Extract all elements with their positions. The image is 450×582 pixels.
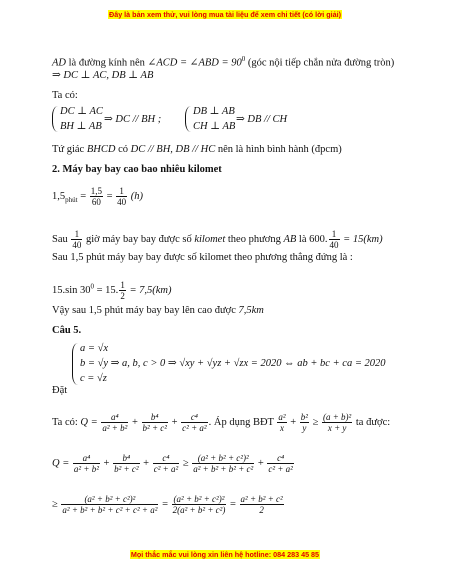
math-line-14	[52, 453, 295, 474]
dat-label: Đặt	[52, 385, 68, 396]
op: ≥	[309, 416, 321, 428]
math: 15.sin 30	[52, 284, 91, 296]
math: Q =	[80, 416, 101, 428]
op: ≥	[52, 498, 61, 510]
op: =	[104, 190, 116, 202]
text: phút máy bay bay được số kilomet theo phương thẳng đứng là :	[83, 252, 353, 263]
question-heading-5: Câu 5.	[52, 325, 82, 336]
denominator: 60	[91, 197, 101, 207]
denominator: 2	[259, 505, 264, 515]
denominator: 40	[72, 240, 82, 250]
text: là đường kính nên	[66, 57, 148, 69]
numerator: a² + b² + c²	[240, 494, 283, 504]
fraction	[329, 229, 340, 250]
math: 600.	[309, 233, 328, 245]
brace-1	[52, 106, 58, 132]
op: +	[255, 457, 267, 469]
unit: (h)	[128, 190, 144, 202]
numerator: 1	[71, 229, 82, 240]
numerator: (a² + b² + c²)²	[61, 494, 158, 505]
fraction	[73, 453, 100, 474]
denominator: a² + b²	[102, 423, 128, 433]
fraction	[192, 453, 254, 474]
fraction	[116, 186, 127, 207]
section-heading-2: 2. Máy bay bay cao bao nhiêu kilomet	[52, 164, 222, 175]
math-angles: ∠ACD = ∠ABD = 90	[147, 57, 242, 69]
numerator: 1	[329, 229, 340, 240]
numerator: 1	[120, 280, 125, 290]
op: =	[227, 498, 239, 510]
hotline-banner-text: Mọi thắc mắc vui lòng xin liên hệ hotline: 084 283 45 85	[130, 550, 320, 559]
fraction	[142, 412, 168, 433]
ta-co-label: Ta có:	[52, 90, 78, 101]
value: 1,5	[88, 305, 102, 316]
system-2-result: ⇒ DB // CH	[236, 114, 288, 125]
system-3-row-1: a = √x	[80, 343, 109, 354]
math: kilomet	[194, 233, 226, 245]
text: Sau	[52, 252, 71, 263]
brace-2	[185, 106, 191, 132]
system-2-row-2: CH ⊥ AB	[193, 121, 236, 132]
fraction	[240, 494, 284, 515]
system-1-row-2: BH ⊥ AB	[60, 121, 102, 132]
denominator: 40	[117, 197, 127, 207]
denominator: x + y	[327, 423, 347, 433]
denominator: y	[302, 423, 307, 433]
op: +	[129, 416, 141, 428]
text-line-11	[52, 305, 264, 317]
math: = 15(km)	[340, 233, 383, 245]
math: = 7,5(km)	[126, 284, 172, 296]
degree: 0	[90, 282, 95, 291]
numerator: c⁴	[181, 412, 207, 423]
text: (góc nội tiếp chắn nửa đường tròn)	[245, 57, 395, 69]
numerator: b⁴	[113, 453, 139, 464]
denominator: c² + a²	[182, 423, 207, 433]
op: =	[77, 190, 89, 202]
denominator: 2(a² + b² + c²)	[172, 505, 226, 515]
op: +	[100, 457, 113, 469]
numerator: a⁴	[73, 453, 100, 464]
fraction	[322, 412, 352, 433]
numerator: c⁴	[153, 453, 179, 464]
math-ad: AD	[52, 57, 66, 69]
system-3-row-2: b = √y ⇒ a, b, c > 0 ⇒ √xy + √yz + √zx = 2020 ⇔ ab + bc + ca = 2020	[80, 358, 386, 369]
numerator: (a² + b² + c²)²	[173, 494, 225, 504]
text: ta được:	[353, 416, 391, 428]
fraction	[153, 453, 179, 474]
text-line-1	[52, 53, 394, 70]
numerator: (a + b)²	[322, 412, 352, 422]
fraction	[172, 494, 227, 515]
math-bhcd: BHCD	[86, 144, 116, 155]
text: nên là hình bình hành (đpcm)	[215, 144, 342, 155]
text: . Áp dụng BĐT	[208, 416, 277, 428]
numerator: c⁴	[267, 453, 293, 464]
fraction	[277, 412, 286, 433]
denominator: b² + c²	[114, 464, 139, 474]
math-line-10	[52, 280, 172, 301]
text-line-5	[52, 144, 342, 156]
numerator: b⁴	[142, 412, 168, 423]
system-1-row-1: DC ⊥ AC	[60, 106, 103, 117]
math-line-7	[52, 186, 143, 207]
fraction	[71, 229, 82, 250]
text: Vậy sau	[52, 305, 89, 316]
op: +	[140, 457, 152, 469]
fraction	[90, 186, 103, 207]
op: =	[159, 498, 171, 510]
fraction	[267, 453, 293, 474]
math-line-2: ⇒ DC ⊥ AC, DB ⊥ AB	[52, 70, 154, 81]
numerator: 1,5	[90, 186, 102, 196]
text: Ta có:	[52, 416, 81, 428]
text-line-9	[52, 252, 353, 264]
denominator: a² + b² + b² + c²	[193, 464, 254, 474]
numerator: (a² + b² + c²)²	[192, 453, 254, 464]
math: = 15.	[94, 284, 119, 296]
text-line-8	[52, 229, 383, 250]
fraction	[119, 280, 126, 301]
unit-sub: phút	[65, 196, 78, 204]
op: +	[287, 416, 299, 428]
math: 7,5km	[238, 305, 264, 316]
text: là	[296, 233, 310, 245]
hotline-banner	[0, 550, 450, 559]
denominator: a² + b²	[73, 464, 99, 474]
text: Tứ giác	[52, 144, 87, 155]
preview-banner-text: Đây là bản xem thử, vui lòng mua tài liệu để xem chi tiết (có lời giải)	[109, 10, 341, 19]
numerator: a⁴	[101, 412, 128, 423]
text: phút máy bay bay lên cao được	[101, 305, 239, 316]
fraction	[101, 412, 128, 433]
value: 1,5	[70, 252, 84, 263]
text: theo phương	[225, 233, 284, 245]
denominator: 2	[120, 291, 125, 301]
denominator: b² + c²	[142, 423, 167, 433]
preview-banner	[0, 10, 450, 19]
math-line-15	[52, 494, 285, 515]
math-line-13	[52, 412, 390, 433]
brace-3	[72, 343, 78, 385]
numerator: 1	[116, 186, 127, 197]
text: có	[115, 144, 131, 155]
text: giờ máy bay bay được số	[83, 233, 195, 245]
system-3-row-3: c = √z	[80, 373, 107, 384]
value: 1,5	[52, 190, 66, 202]
denominator: x	[279, 423, 284, 433]
math: Q =	[52, 457, 72, 469]
denominator: a² + b² + b² + c² + c² + a²	[62, 505, 158, 515]
fraction	[181, 412, 207, 433]
op: +	[168, 416, 181, 428]
system-2-row-1: DB ⊥ AB	[193, 106, 235, 117]
math: AB	[283, 233, 297, 245]
denominator: 40	[329, 240, 339, 250]
denominator: c² + a²	[268, 464, 293, 474]
math-parallels: DC // BH, DB // HC	[130, 144, 216, 155]
op: ≥	[180, 457, 192, 469]
denominator: c² + a²	[153, 464, 179, 474]
text: Sau	[52, 233, 71, 245]
system-1-result: ⇒ DC // BH ;	[104, 114, 162, 125]
fraction	[113, 453, 139, 474]
fraction	[300, 412, 309, 433]
degree: 0	[241, 55, 246, 63]
fraction	[61, 494, 158, 515]
numerator: b²	[300, 412, 308, 422]
numerator: a²	[278, 412, 286, 422]
